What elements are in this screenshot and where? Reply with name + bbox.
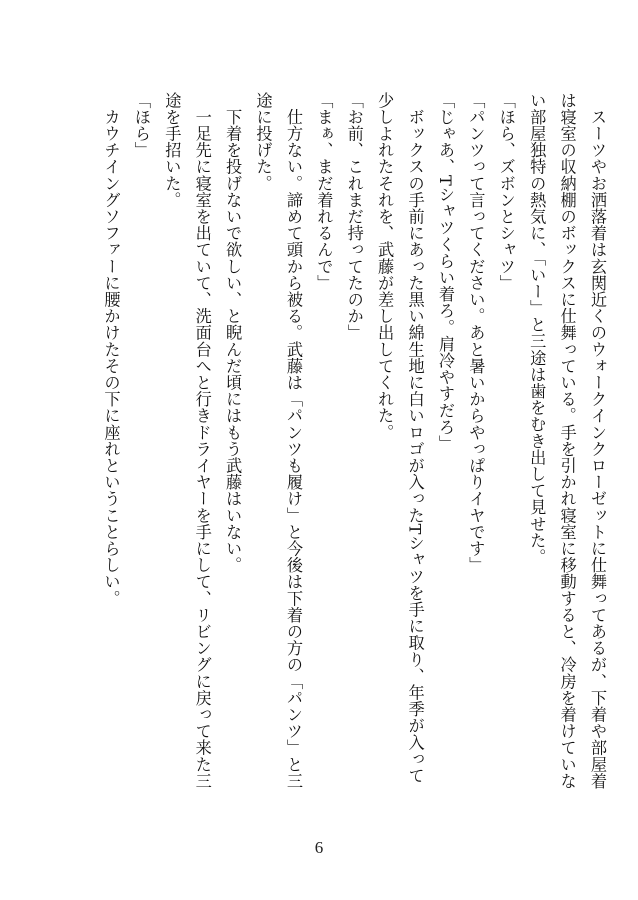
text-line: 仕方ない。諦めて頭から被る。武藤は「パンツも履け」と今後は下着の方の「パンツ」と三 [283,92,303,790]
text-line: スーツやお洒落着は玄関近くのウォークインクローゼットに仕舞ってあるが、下着や部屋着 [588,92,607,790]
text-line: 途に投げた。 [253,92,273,192]
text-line: 「まぁ、まだ着れるんで」 [314,92,334,292]
text-line: 一足先に寝室を出ていて、洗面台へと行きドライヤーを手にして、リビングに戻って来た三 [192,92,212,790]
vertical-text-body [95,92,612,790]
text-line: 「じゃあ、Tシャツくらい着ろ。肩冷やすだろ」 [435,92,455,452]
text-line: 下着を投げないで欲しい、と睨んだ頃にはもう武藤はいない。 [223,92,243,574]
page-number: 6 [314,838,324,857]
text-line: 「ほら」 [131,92,151,159]
text-line: い部屋独特の熱気に、「いー」と三途は歯をむき出して見せた。 [527,92,547,566]
text-line: ボックスの手前にあった黒い綿生地に白いロゴが入ったTシャツを手に取り、年季が入って [405,92,425,784]
text-line: は寝室の収納棚のボックスに仕舞っている。手を引かれ寝室に移動すると、冷房を着けていな [557,92,577,790]
text-line: カウチイングソファーに腰かけたその下に座れということらしい。 [101,92,121,607]
text-line: 「お前、これまだ持ってたのか」 [344,92,364,341]
text-line: 少しよれたそれを、武藤が差し出してくれた。 [375,92,395,441]
text-line: 「パンツって言ってください。あと暑いからやっぱりイヤです」 [466,92,486,574]
text-line: 「ほら、ズボンとシャツ」 [496,92,516,292]
text-line: 途を手招いた。 [162,92,182,209]
